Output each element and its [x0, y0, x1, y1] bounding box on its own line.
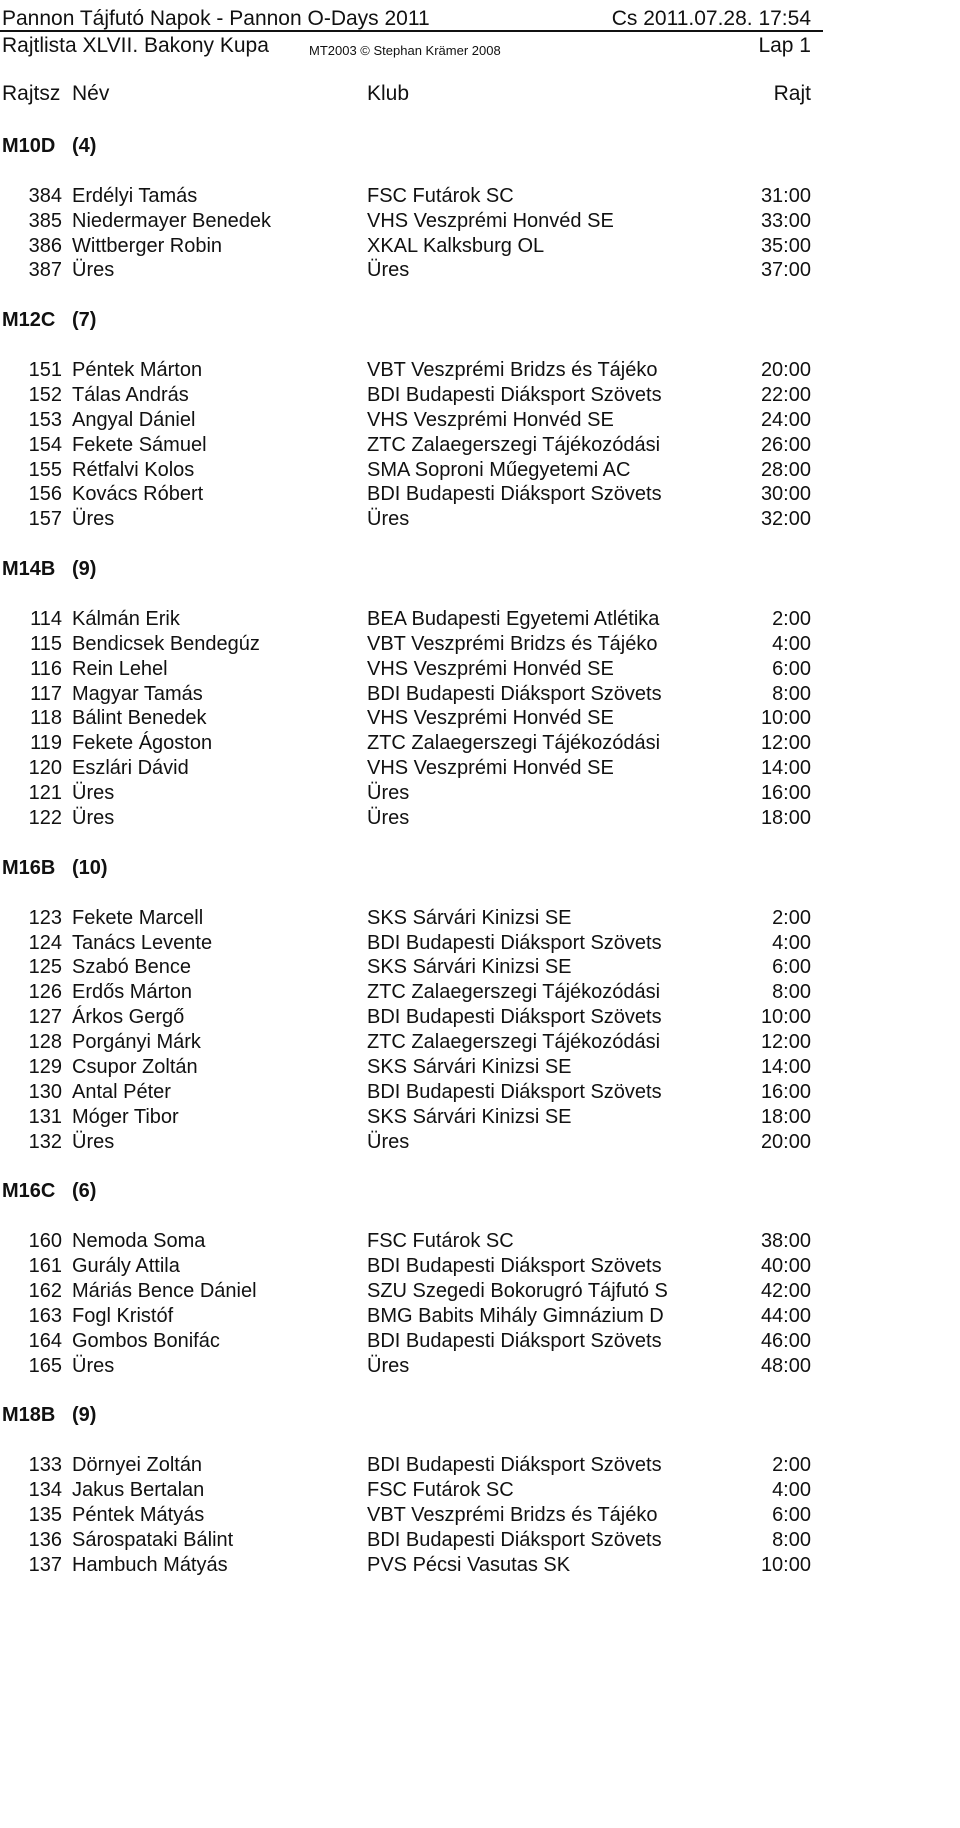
runner-name: Üres — [72, 807, 115, 830]
club-name: BDI Budapesti Diáksport Szövets — [367, 1454, 662, 1477]
runner-name: Móger Tibor — [72, 1105, 179, 1128]
runner-name: Hambuch Mátyás — [72, 1553, 228, 1576]
start-time: 12:00 — [760, 732, 811, 755]
club-name: ZTC Zalaegerszegi Tájékozódási — [367, 433, 661, 456]
bib-number: 151 — [28, 359, 62, 382]
runner-name: Erdős Márton — [72, 981, 193, 1004]
start-time: 6:00 — [772, 1503, 811, 1526]
bib-number: 125 — [28, 956, 62, 979]
runner-name: Péntek Márton — [72, 359, 203, 382]
start-time: 24:00 — [760, 408, 811, 431]
club-name: BDI Budapesti Diáksport Szövets — [367, 1006, 662, 1029]
category-header — [0, 557, 823, 582]
club-name: BDI Budapesti Diáksport Szövets — [367, 1329, 662, 1352]
event-title: Pannon Tájfutó Napok - Pannon O-Days 2011 — [2, 7, 430, 30]
runner-name: Eszlári Dávid — [72, 757, 189, 780]
bib-number: 133 — [28, 1454, 62, 1477]
runner-name: Gurály Attila — [72, 1255, 180, 1278]
runner-name: Jakus Bertalan — [72, 1479, 205, 1502]
table-row — [0, 1105, 823, 1130]
table-row — [0, 209, 823, 234]
runner-name: Erdélyi Tamás — [72, 184, 198, 207]
table-row — [0, 682, 823, 707]
table-row — [0, 607, 823, 632]
table-row — [0, 781, 823, 806]
start-time: 31:00 — [760, 184, 811, 207]
start-time: 30:00 — [760, 483, 811, 506]
start-time: 20:00 — [760, 1130, 811, 1153]
club-name: ZTC Zalaegerszegi Tájékozódási — [367, 981, 661, 1004]
bib-number: 123 — [28, 906, 62, 929]
table-row — [0, 1130, 823, 1155]
club-name: VHS Veszprémi Honvéd SE — [367, 757, 614, 780]
runner-name: Üres — [72, 508, 115, 531]
runner-name: Bendicsek Bendegúz — [72, 632, 260, 655]
table-row — [0, 1553, 823, 1578]
start-time: 37:00 — [760, 259, 811, 282]
category-code: M14B — [2, 558, 56, 581]
spacer — [0, 333, 823, 358]
start-time: 14:00 — [760, 757, 811, 780]
bib-number: 126 — [28, 981, 62, 1004]
club-name: VBT Veszprémi Bridzs és Tájéko — [367, 632, 658, 655]
runner-name: Angyal Dániel — [72, 408, 196, 431]
club-name: BDI Budapesti Diáksport Szövets — [367, 1080, 662, 1103]
start-list — [0, 134, 823, 1578]
runner-name: Fogl Kristóf — [72, 1304, 174, 1327]
table-row — [0, 1503, 823, 1528]
runner-name: Antal Péter — [72, 1080, 171, 1103]
bib-number: 136 — [28, 1528, 62, 1551]
table-row — [0, 184, 823, 209]
table-row — [0, 258, 823, 283]
runner-name: Szabó Bence — [72, 956, 191, 979]
club-name: BDI Budapesti Diáksport Szövets — [367, 931, 662, 954]
club-name: BEA Budapesti Egyetemi Atlétika — [367, 607, 660, 630]
category-header — [0, 134, 823, 159]
table-row — [0, 806, 823, 831]
start-time: 8:00 — [772, 1528, 811, 1551]
category-header — [0, 1403, 823, 1428]
category-code: M16C — [2, 1180, 56, 1203]
club-name: BDI Budapesti Diáksport Szövets — [367, 1528, 662, 1551]
start-time: 48:00 — [760, 1354, 811, 1377]
table-row — [0, 408, 823, 433]
bib-number: 119 — [30, 732, 62, 755]
table-row — [0, 1080, 823, 1105]
runner-name: Péntek Mátyás — [72, 1503, 205, 1526]
table-row — [0, 1528, 823, 1553]
category-count: (10) — [72, 856, 108, 879]
runner-name: Tálas András — [72, 383, 189, 406]
club-name: VHS Veszprémi Honvéd SE — [367, 408, 614, 431]
table-row — [0, 1354, 823, 1379]
column-headers — [0, 82, 823, 108]
table-row — [0, 1453, 823, 1478]
runner-name: Fekete Marcell — [72, 906, 204, 929]
runner-name: Rein Lehel — [72, 657, 168, 680]
runner-name: Fekete Sámuel — [72, 433, 207, 456]
bib-number: 120 — [28, 757, 62, 780]
category-code: M18B — [2, 1404, 56, 1427]
runner-name: Kovács Róbert — [72, 483, 204, 506]
bib-number: 157 — [28, 508, 62, 531]
club-name: VHS Veszprémi Honvéd SE — [367, 707, 614, 730]
runner-name: Dörnyei Zoltán — [72, 1454, 203, 1477]
table-row — [0, 756, 823, 781]
list-title: Rajtlista XLVII. Bakony Kupa — [2, 34, 269, 57]
table-row — [0, 1304, 823, 1329]
spacer — [0, 159, 823, 184]
club-name: VBT Veszprémi Bridzs és Tájéko — [367, 359, 658, 382]
club-name: SKS Sárvári Kinizsi SE — [367, 1055, 572, 1078]
club-name: SKS Sárvári Kinizsi SE — [367, 906, 572, 929]
bib-number: 115 — [30, 632, 62, 655]
runner-name: Bálint Benedek — [72, 707, 207, 730]
category-code: M16B — [2, 856, 56, 879]
club-name: BMG Babits Mihály Gimnázium D — [367, 1304, 664, 1327]
table-row — [0, 1329, 823, 1354]
table-row — [0, 358, 823, 383]
bib-number: 156 — [28, 483, 62, 506]
header-row-2 — [0, 34, 823, 58]
table-row — [0, 1279, 823, 1304]
start-time: 10:00 — [760, 1006, 811, 1029]
spacer — [0, 532, 823, 557]
table-row — [0, 234, 823, 259]
club-name: SZU Szegedi Bokorugró Tájfutó S — [367, 1279, 668, 1302]
table-row — [0, 1229, 823, 1254]
runner-name: Üres — [72, 259, 115, 282]
bib-number: 152 — [28, 383, 62, 406]
table-row — [0, 433, 823, 458]
header-row-1 — [0, 7, 823, 31]
club-name: SMA Soproni Műegyetemi AC — [367, 458, 631, 481]
club-name: VBT Veszprémi Bridzs és Tájéko — [367, 1503, 658, 1526]
spacer — [0, 1428, 823, 1453]
start-time: 14:00 — [760, 1055, 811, 1078]
column-header-club: Klub — [367, 82, 410, 105]
runner-name: Üres — [72, 1130, 115, 1153]
bib-number: 129 — [28, 1055, 62, 1078]
table-row — [0, 1254, 823, 1279]
bib-number: 124 — [28, 931, 62, 954]
category-count: (9) — [72, 558, 97, 581]
runner-name: Üres — [72, 782, 115, 805]
runner-name: Rétfalvi Kolos — [72, 458, 195, 481]
runner-name: Tanács Levente — [72, 931, 213, 954]
start-time: 10:00 — [760, 1553, 811, 1576]
start-time: 33:00 — [760, 209, 811, 232]
club-name: Üres — [367, 508, 410, 531]
bib-number: 385 — [28, 209, 62, 232]
bib-number: 155 — [28, 458, 62, 481]
category-count: (7) — [72, 309, 97, 332]
bib-number: 160 — [28, 1230, 62, 1253]
table-row — [0, 1055, 823, 1080]
runner-name: Máriás Bence Dániel — [72, 1279, 257, 1302]
start-time: 2:00 — [772, 1454, 811, 1477]
spacer — [0, 1204, 823, 1229]
category-count: (4) — [72, 135, 97, 157]
bib-number: 114 — [30, 607, 62, 630]
runner-name: Nemoda Soma — [72, 1230, 206, 1253]
runner-name: Porgányi Márk — [72, 1031, 201, 1054]
runner-name: Üres — [72, 1354, 115, 1377]
table-row — [0, 632, 823, 657]
start-time: 2:00 — [772, 906, 811, 929]
bib-number: 161 — [28, 1255, 62, 1278]
runner-name: Csupor Zoltán — [72, 1055, 198, 1078]
start-time: 28:00 — [760, 458, 811, 481]
bib-number: 134 — [28, 1479, 62, 1502]
category-header — [0, 856, 823, 881]
table-row — [0, 731, 823, 756]
start-time: 32:00 — [760, 508, 811, 531]
table-row — [0, 482, 823, 507]
column-header-bib: Rajtsz — [2, 82, 61, 105]
club-name: Üres — [367, 782, 410, 805]
category-code: M12C — [2, 309, 56, 332]
table-row — [0, 458, 823, 483]
start-time: 40:00 — [760, 1255, 811, 1278]
start-time: 20:00 — [760, 359, 811, 382]
table-row — [0, 706, 823, 731]
club-name: SKS Sárvári Kinizsi SE — [367, 956, 572, 979]
category-count: (6) — [72, 1180, 97, 1203]
start-time: 38:00 — [760, 1230, 811, 1253]
spacer — [0, 582, 823, 607]
category-header — [0, 308, 823, 333]
start-time: 16:00 — [760, 782, 811, 805]
bib-number: 387 — [28, 259, 62, 282]
bib-number: 135 — [28, 1503, 62, 1526]
column-header-name: Név — [72, 82, 110, 105]
software-credit: MT2003 © Stephan Krämer 2008 — [309, 43, 501, 58]
bib-number: 122 — [28, 807, 62, 830]
start-time: 10:00 — [760, 707, 811, 730]
club-name: ZTC Zalaegerszegi Tájékozódási — [367, 1031, 661, 1054]
bib-number: 137 — [28, 1553, 62, 1576]
start-time: 18:00 — [760, 807, 811, 830]
runner-name: Magyar Tamás — [72, 682, 203, 705]
start-time: 16:00 — [760, 1080, 811, 1103]
start-time: 4:00 — [772, 632, 811, 655]
bib-number: 153 — [28, 408, 62, 431]
club-name: PVS Pécsi Vasutas SK — [367, 1553, 571, 1576]
club-name: Üres — [367, 259, 410, 282]
start-time: 12:00 — [760, 1031, 811, 1054]
start-time: 46:00 — [760, 1329, 811, 1352]
table-row — [0, 657, 823, 682]
club-name: Üres — [367, 1130, 410, 1153]
runner-name: Kálmán Erik — [72, 607, 180, 630]
runner-name: Sárospataki Bálint — [72, 1528, 234, 1551]
bib-number: 162 — [28, 1279, 62, 1302]
category-code: M10D — [2, 135, 56, 157]
club-name: BDI Budapesti Diáksport Szövets — [367, 1255, 662, 1278]
spacer — [0, 1379, 823, 1404]
start-time: 4:00 — [772, 1479, 811, 1502]
print-datetime: Cs 2011.07.28. 17:54 — [611, 7, 811, 30]
start-time: 35:00 — [760, 234, 811, 257]
club-name: FSC Futárok SC — [367, 1230, 514, 1253]
runner-name: Wittberger Robin — [72, 234, 223, 257]
spacer — [0, 283, 823, 308]
bib-number: 386 — [28, 234, 62, 257]
club-name: FSC Futárok SC — [367, 1479, 514, 1502]
club-name: SKS Sárvári Kinizsi SE — [367, 1105, 572, 1128]
club-name: VHS Veszprémi Honvéd SE — [367, 657, 614, 680]
start-time: 26:00 — [760, 433, 811, 456]
runner-name: Niedermayer Benedek — [72, 209, 271, 232]
category-header — [0, 1179, 823, 1204]
table-row — [0, 1030, 823, 1055]
spacer — [0, 881, 823, 906]
start-time: 2:00 — [772, 607, 811, 630]
page-label: Lap 1 — [758, 34, 811, 57]
start-time: 6:00 — [772, 657, 811, 680]
start-time: 18:00 — [760, 1105, 811, 1128]
club-name: VHS Veszprémi Honvéd SE — [367, 209, 614, 232]
bib-number: 130 — [28, 1080, 62, 1103]
club-name: XKAL Kalksburg OL — [367, 234, 545, 257]
table-row — [0, 507, 823, 532]
table-row — [0, 980, 823, 1005]
start-time: 22:00 — [760, 383, 811, 406]
club-name: ZTC Zalaegerszegi Tájékozódási — [367, 732, 661, 755]
club-name: BDI Budapesti Diáksport Szövets — [367, 483, 662, 506]
bib-number: 117 — [30, 682, 62, 705]
table-row — [0, 955, 823, 980]
bib-number: 163 — [28, 1304, 62, 1327]
start-time: 4:00 — [772, 931, 811, 954]
spacer — [0, 1155, 823, 1180]
header-divider — [0, 30, 823, 32]
table-row — [0, 383, 823, 408]
bib-number: 132 — [28, 1130, 62, 1153]
runner-name: Fekete Ágoston — [72, 732, 213, 755]
bib-number: 131 — [28, 1105, 62, 1128]
column-header-start: Rajt — [773, 82, 811, 105]
bib-number: 154 — [28, 433, 62, 456]
start-time: 42:00 — [760, 1279, 811, 1302]
bib-number: 165 — [28, 1354, 62, 1377]
bib-number: 127 — [28, 1006, 62, 1029]
table-row — [0, 1005, 823, 1030]
club-name: FSC Futárok SC — [367, 184, 514, 207]
bib-number: 384 — [28, 184, 62, 207]
bib-number: 121 — [28, 782, 62, 805]
table-row — [0, 1478, 823, 1503]
runner-name: Gombos Bonifác — [72, 1329, 220, 1352]
category-count: (9) — [72, 1404, 97, 1427]
club-name: Üres — [367, 1354, 410, 1377]
start-time: 6:00 — [772, 956, 811, 979]
club-name: BDI Budapesti Diáksport Szövets — [367, 682, 662, 705]
start-time: 44:00 — [760, 1304, 811, 1327]
bib-number: 116 — [30, 657, 62, 680]
spacer — [0, 831, 823, 856]
table-row — [0, 906, 823, 931]
start-time: 8:00 — [772, 682, 811, 705]
table-row — [0, 931, 823, 956]
start-time: 8:00 — [772, 981, 811, 1004]
club-name: BDI Budapesti Diáksport Szövets — [367, 383, 662, 406]
bib-number: 128 — [28, 1031, 62, 1054]
club-name: Üres — [367, 807, 410, 830]
runner-name: Árkos Gergő — [72, 1006, 185, 1029]
bib-number: 164 — [28, 1329, 62, 1352]
bib-number: 118 — [30, 707, 62, 730]
